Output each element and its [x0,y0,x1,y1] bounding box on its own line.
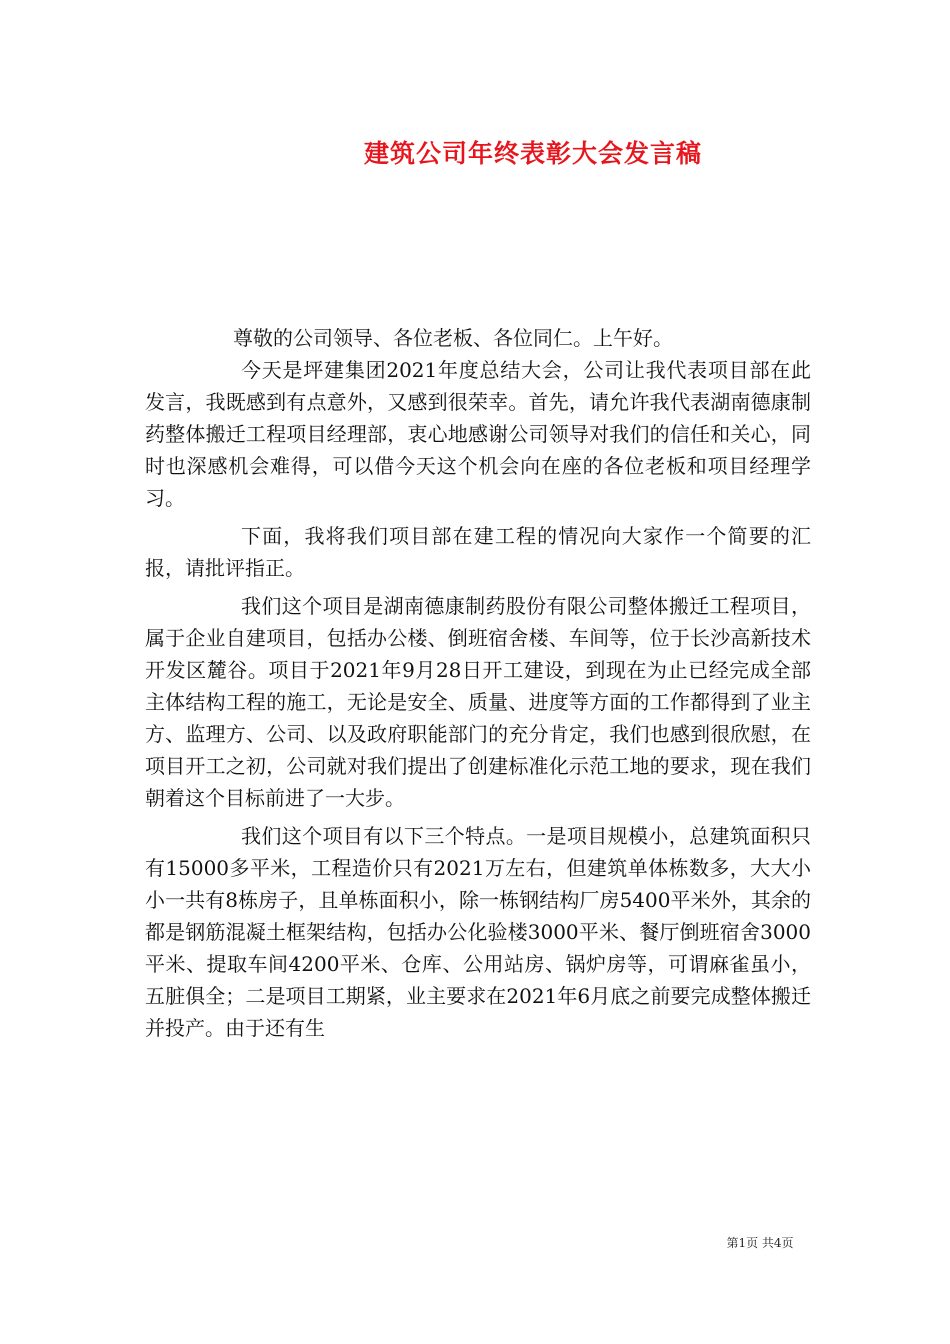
project-features-paragraph: 我们这个项目有以下三个特点。一是项目规模小，总建筑面积只有15000多平米，工程造价只有2021万左右，但建筑单体栋数多，大大小小一共有8栋房子，且单栋面积小，除一栋钢结构厂房5400平米外，其余的都是钢筋混凝土框架结构，包括办公化验楼3000平米、餐厅倒班宿舍3000平米、提取车间4200平米、仓库、公用站房、锅炉房等，可谓麻雀虽小，五脏俱全；二是项目工期紧，业主要求在2021年6月底之前要完成整体搬迁并投产。由于还有生 [145,824,811,1040]
document-body [145,322,811,1050]
greeting-paragraph: 尊敬的公司领导、各位老板、各位同仁。上午好。 [233,326,673,350]
report-paragraph: 下面，我将我们项目部在建工程的情况向大家作一个简要的汇报，请批评指正。 [145,524,811,580]
document-title: 建筑公司年终表彰大会发言稿 [363,139,702,168]
page-number-footer: 第1页 共4页 [726,1236,794,1250]
project-overview-paragraph: 我们这个项目是湖南德康制药股份有限公司整体搬迁工程项目，属于企业自建项目，包括办公楼、倒班宿舍楼、车间等，位于长沙高新技术开发区麓谷。项目于2021年9月28日开工建设，到现在为止已经完成全部主体结构工程的施工，无论是安全、质量、进度等方面的工作都得到了业主方、监理方、公司、以及政府职能部门的充分肯定，我们也感到很欣慰，在项目开工之初，公司就对我们提出了创建标准化示范工地的要求，现在我们朝着这个目标前进了一大步。 [145,594,811,810]
intro-paragraph: 今天是坪建集团2021年度总结大会，公司让我代表项目部在此发言，我既感到有点意外，又感到很荣幸。首先，请允许我代表湖南德康制药整体搬迁工程项目经理部，衷心地感谢公司领导对我们的信任和关心，同时也深感机会难得，可以借今天这个机会向在座的各位老板和项目经理学习。 [145,358,811,510]
